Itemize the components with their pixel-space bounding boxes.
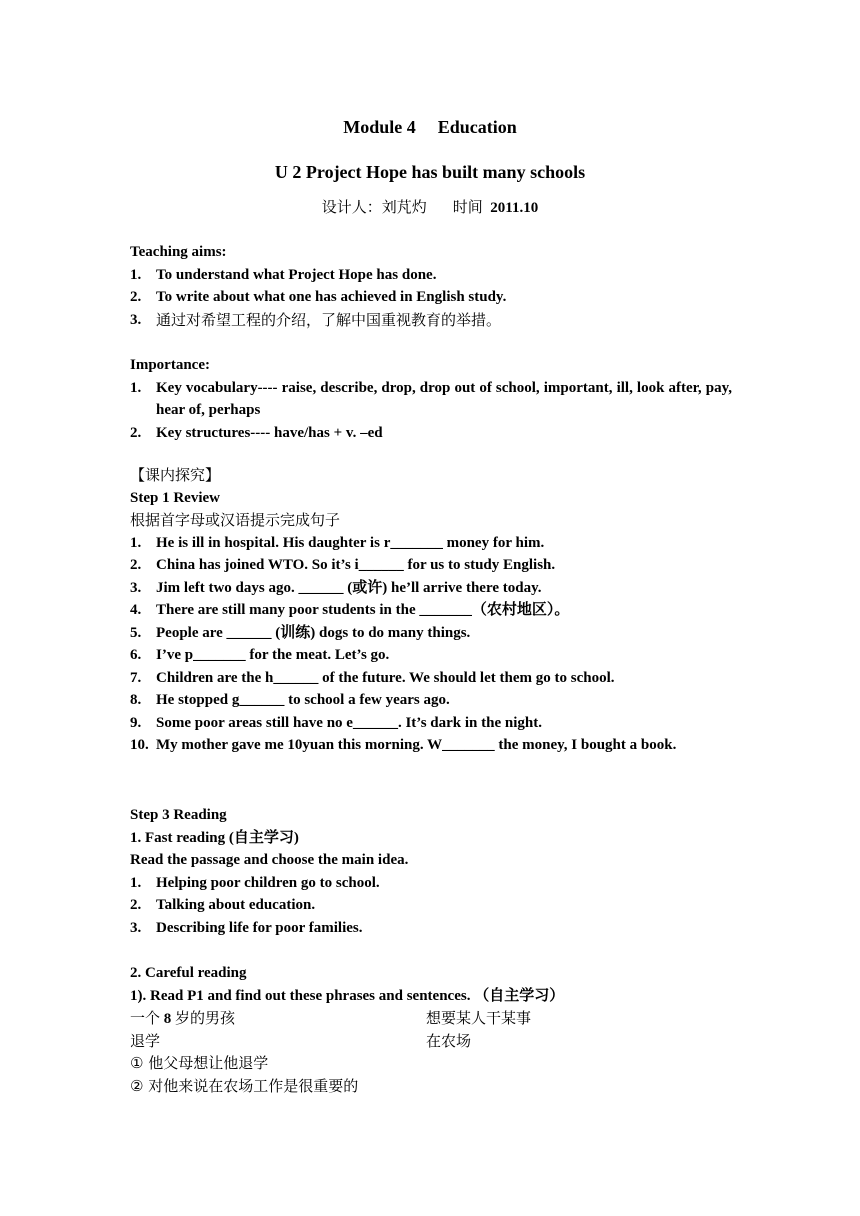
list-item: 1. He is ill in hospital. His daughter is r_______ money for him.	[130, 534, 545, 551]
importance-section	[130, 354, 732, 444]
teaching-aims-section	[130, 241, 732, 332]
careful-reading-section	[130, 962, 732, 1097]
step3-title: Step 3 Reading	[130, 807, 227, 823]
list-item: 1. To understand what Project Hope has done.	[130, 266, 437, 283]
importance-list	[130, 377, 732, 445]
list-item: 3. 通过对希望工程的介绍，了解中国重视教育的举措。	[130, 310, 502, 329]
module-topic: Education	[437, 117, 517, 137]
list-item: 3. Jim left two days ago. ______ (或许) he’ll arrive there today.	[130, 579, 542, 596]
designer-line	[0, 196, 860, 220]
list-item: 4. There are still many poor students in the _______（农村地区）。	[130, 602, 570, 618]
fast-reading-list	[130, 872, 732, 940]
inquiry-heading: 【课内探究】	[130, 466, 221, 484]
careful-reading-instruction: 1). Read P1 and find out these phrases and sentences. （自主学习）	[130, 987, 565, 1004]
list-item: 1. Helping poor children go to school.	[130, 874, 380, 891]
step1-instruction: 根据首字母或汉语提示完成句子	[130, 511, 341, 529]
fast-reading-title: 1. Fast reading (自主学习)	[130, 829, 299, 846]
designer-label: 设计人：刘芃灼	[321, 198, 427, 216]
step1-title: Step 1 Review	[130, 489, 220, 506]
list-item: 1. Key vocabulary---- raise, describe, drop, drop out of school, important, ill, look after, pay, hear of, perhaps	[130, 379, 732, 418]
teaching-aims-list	[130, 264, 732, 333]
step1-list	[130, 532, 732, 757]
list-item: 2. Key structures---- have/has + v. –ed	[130, 424, 383, 441]
unit-title: U 2 Project Hope has built many schools	[274, 162, 586, 182]
module-label: Module 4	[343, 117, 416, 137]
time-value: 2011.10	[490, 200, 539, 216]
list-item: 9. Some poor areas still have no e______. It’s dark in the night.	[130, 714, 542, 731]
list-item: 2. China has joined WTO. So it’s i______ for us to study English.	[130, 557, 556, 573]
list-item: 3. Describing life for poor families.	[130, 919, 363, 936]
phrase-row: 退学 在农场	[130, 1031, 472, 1050]
time-label: 时间	[452, 198, 483, 216]
list-item: 5. People are ______ (训练) dogs to do many things.	[130, 624, 471, 641]
list-item: 7. Children are the h______ of the future. We should let them go to school.	[130, 669, 615, 686]
phrase-row: 一个 8 岁的男孩 想要某人干某事	[130, 1009, 532, 1027]
importance-heading: Importance:	[130, 357, 210, 373]
reading-section	[130, 804, 732, 939]
sentence-item: ① 他父母想让他退学	[130, 1054, 269, 1072]
careful-reading-title: 2. Careful reading	[130, 965, 247, 981]
fast-reading-instruction: Read the passage and choose the main idea.	[130, 852, 409, 868]
list-item: 2. Talking about education.	[130, 897, 316, 913]
inquiry-section	[130, 464, 732, 757]
list-item: 8. He stopped g______ to school a few years ago.	[130, 692, 450, 708]
list-item: 6. I’ve p_______ for the meat. Let’s go.	[130, 647, 390, 663]
sentence-item: ② 对他来说在农场工作是很重要的	[130, 1076, 359, 1095]
list-item: 10. My mother gave me 10yuan this morning. W_______ the money, I bought a book.	[130, 737, 677, 753]
list-item: 2. To write about what one has achieved in English study.	[130, 289, 507, 305]
teaching-aims-heading: Teaching aims:	[130, 244, 227, 260]
module-title	[0, 115, 860, 139]
